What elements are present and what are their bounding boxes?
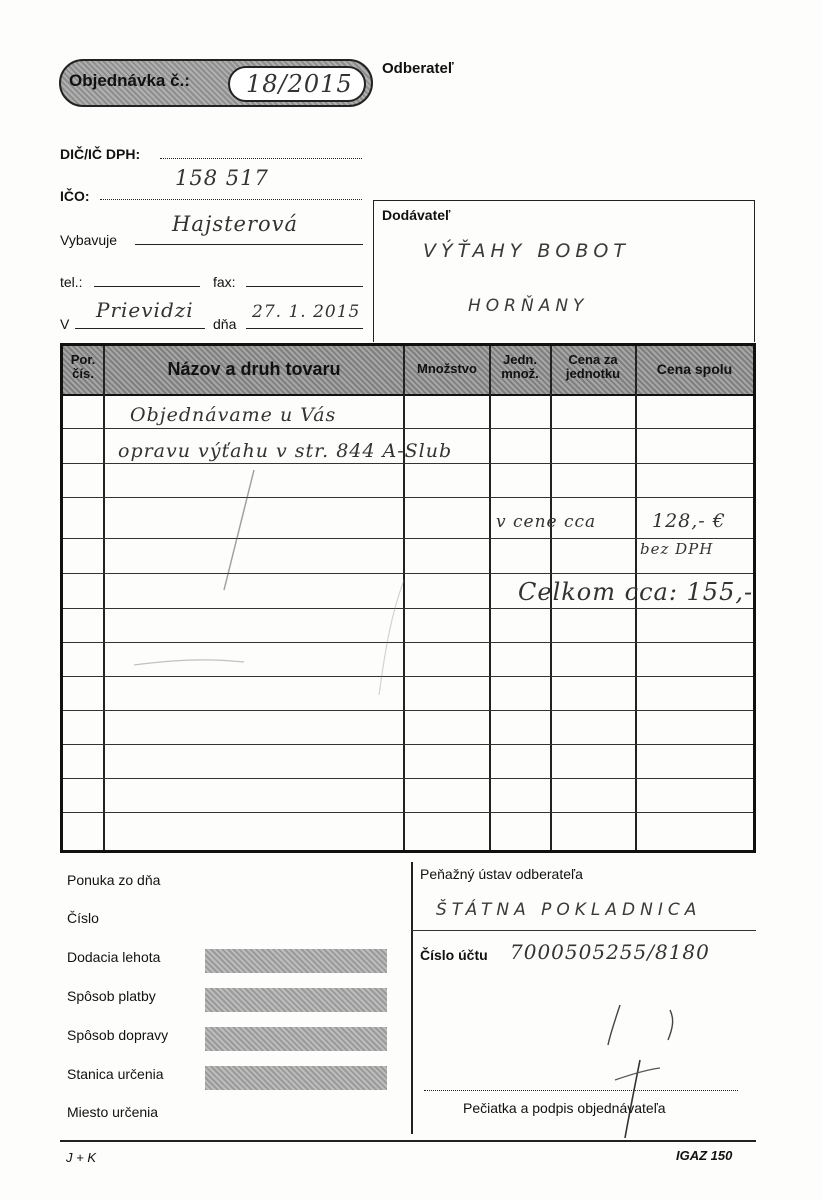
signature-marks xyxy=(580,990,700,1140)
delivery-term-label: Dodacia lehota xyxy=(67,949,161,965)
row-divider xyxy=(63,812,753,813)
date-line xyxy=(246,328,363,329)
account-value: 7000505255/8180 xyxy=(510,940,710,964)
ico-label: IČO: xyxy=(60,188,90,204)
supplier-city: HORŇANY xyxy=(468,296,589,316)
bank-value: ŠTÁTNA POKLADNICA xyxy=(436,900,702,920)
bank-underline xyxy=(412,930,756,931)
bottom-rule xyxy=(60,1140,756,1142)
prepared-by-line xyxy=(135,244,363,245)
payment-method-label: Spôsob platby xyxy=(67,988,156,1004)
footer-divider xyxy=(411,862,413,1134)
place-line xyxy=(75,328,205,329)
item-price-value: 128,- € xyxy=(652,510,726,532)
item-price-note: v cene cca xyxy=(496,512,597,532)
destination-station-field xyxy=(205,1066,387,1090)
transport-method-field xyxy=(205,1027,387,1051)
col-header-quantity: Množstvo xyxy=(417,361,477,376)
stamp-signature-label: Pečiatka a podpis objednávateľa xyxy=(463,1100,666,1116)
payment-method-field xyxy=(205,988,387,1012)
row-divider xyxy=(63,744,753,745)
col-header-unit-price: Cena za jednotku xyxy=(565,352,621,381)
fax-label: fax: xyxy=(213,274,236,290)
item-vat-note: bez DPH xyxy=(640,540,714,558)
dic-label: DIČ/IČ DPH: xyxy=(60,146,141,162)
transport-method-label: Spôsob dopravy xyxy=(67,1027,169,1043)
pen-stroke-marks xyxy=(104,390,484,700)
col-divider xyxy=(489,346,491,850)
account-label: Číslo účtu xyxy=(420,947,488,963)
left-code: J + K xyxy=(66,1150,96,1165)
ico-value: 158 517 xyxy=(175,166,269,190)
offer-number-label: Číslo xyxy=(67,910,99,926)
prepared-by-label: Vybavuje xyxy=(60,232,118,248)
tel-label: tel.: xyxy=(60,274,83,290)
item-total-note: Celkom cca: 155,- xyxy=(518,578,754,606)
form-code: IGAZ 150 xyxy=(676,1148,733,1163)
destination-place-label: Miesto určenia xyxy=(67,1104,159,1120)
col-header-total: Cena spolu xyxy=(656,361,733,377)
supplier-label: Dodávateľ xyxy=(382,207,451,223)
row-divider xyxy=(63,778,753,779)
date-value: 27. 1. 2015 xyxy=(252,302,361,322)
destination-station-label: Stanica určenia xyxy=(67,1066,164,1082)
signature-line xyxy=(424,1090,738,1091)
item-line-2: opravu výťahu v str. 844 A-Slub xyxy=(118,440,453,462)
col-header-number: Por. čís. xyxy=(70,352,96,381)
offer-date-label: Ponuka zo dňa xyxy=(67,872,161,888)
bank-label: Peňažný ústav odberateľa xyxy=(420,866,583,882)
tel-line xyxy=(94,286,200,287)
place-label: V xyxy=(60,316,70,332)
row-divider xyxy=(63,710,753,711)
supplier-name: VÝŤAHY BOBOT xyxy=(423,240,630,262)
item-line-1: Objednávame u Vás xyxy=(130,404,337,426)
prepared-by-value: Hajsterová xyxy=(172,212,299,236)
order-number-value: 18/2015 xyxy=(246,70,353,98)
order-number-label: Objednávka č.: xyxy=(69,71,190,90)
dic-line xyxy=(160,158,362,159)
date-label: dňa xyxy=(213,316,237,332)
col-header-unit: Jedn. množ. xyxy=(501,352,539,381)
col-header-name: Názov a druh tovaru xyxy=(167,359,341,379)
customer-label: Odberateľ xyxy=(382,60,454,77)
fax-line xyxy=(246,286,363,287)
delivery-term-field xyxy=(205,949,387,973)
ico-line xyxy=(100,199,362,200)
place-value: Prievidzi xyxy=(96,298,194,322)
